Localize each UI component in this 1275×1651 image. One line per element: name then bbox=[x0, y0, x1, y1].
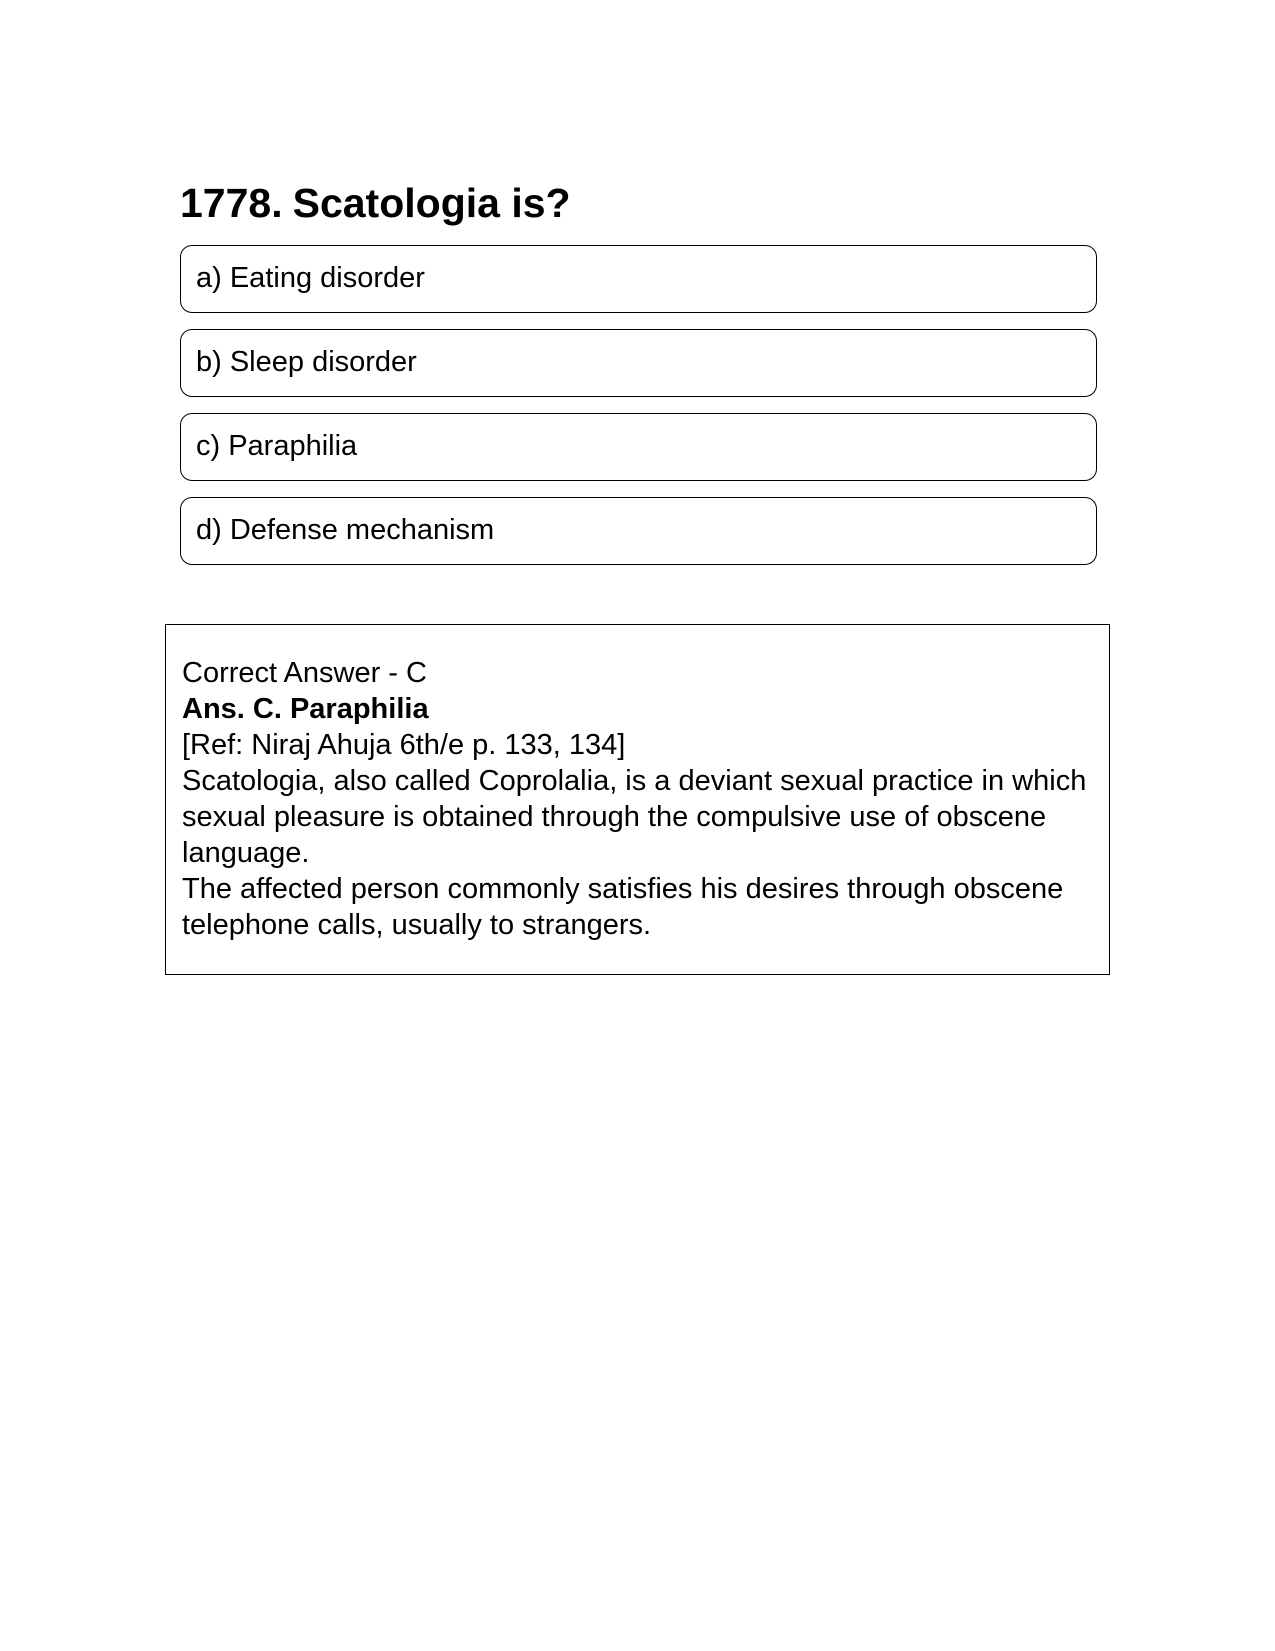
option-b[interactable]: b) Sleep disorder bbox=[180, 329, 1097, 397]
question-title bbox=[180, 178, 571, 228]
reference-line: [Ref: Niraj Ahuja 6th/e p. 133, 134] bbox=[182, 729, 626, 761]
option-a[interactable]: a) Eating disorder bbox=[180, 245, 1097, 313]
answer-explanation-box bbox=[165, 624, 1110, 975]
explanation-paragraph-1: Scatologia, also called Coprolalia, is a deviant sexual practice in which sexual pleasure is obtained through the compulsive use of obscene language. bbox=[182, 765, 1087, 869]
explanation-paragraph-2: The affected person commonly satisfies his desires through obscene telephone calls, usually to strangers. bbox=[182, 873, 1064, 941]
option-d[interactable]: d) Defense mechanism bbox=[180, 497, 1097, 565]
question-number: 1778. bbox=[180, 180, 283, 226]
option-c[interactable]: c) Paraphilia bbox=[180, 413, 1097, 481]
correct-answer-line: Correct Answer - C bbox=[182, 657, 427, 689]
question-text: Scatologia is? bbox=[292, 180, 571, 226]
answer-line: Ans. C. Paraphilia bbox=[182, 693, 429, 725]
